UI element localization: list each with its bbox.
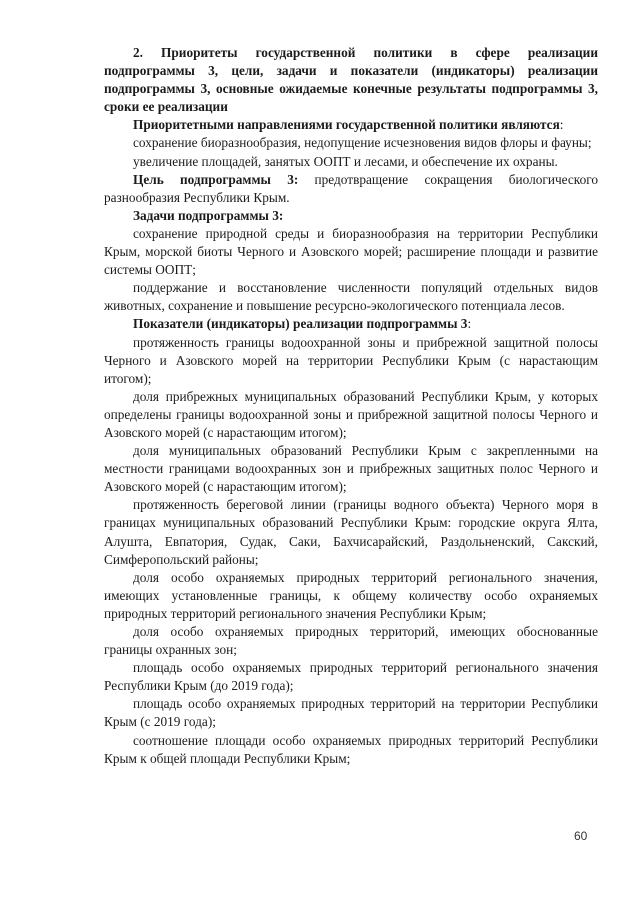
indicators-heading-paragraph xyxy=(104,315,598,333)
goal-paragraph xyxy=(104,171,598,207)
indicator-item: площадь особо охраняемых природных территорий на территории Республики Крым (с 2019 года); xyxy=(104,696,598,730)
task-item: сохранение природной среды и биоразнообразия на территории Республики Крым, морской биоты Черного и Азовского морей; расширение площади и развитие системы ООПТ; xyxy=(104,225,598,278)
priorities-colon: : xyxy=(559,117,564,133)
indicator-item: доля муниципальных образований Республики Крым с закрепленными на местности границами водоохранных зон и прибрежных защитных полос Черного и Азовского морей (с нарастающим итогом); xyxy=(104,443,598,495)
indicator-item: протяженность границы водоохранной зоны и прибрежной защитной полосы Черного и Азовского морей на территории Республики Крым (с нарастающим итогом); xyxy=(104,334,598,386)
document-page xyxy=(104,44,598,768)
indicator-item: протяженность береговой линии (границы водного объекта) Черного моря в границах муниципальных образований Республики Крым: городские округа Ялта, Алушта, Евпатория, Судак, Саки, Бахчисарайский, Раздольненский, Сакский, Симферопольский районы; xyxy=(104,497,598,567)
indicators-colon: : xyxy=(467,316,472,332)
tasks-heading: Задачи подпрограммы 3: xyxy=(133,207,284,223)
priorities-heading: Приоритетными направлениями государственной политики являются xyxy=(133,117,560,133)
goal-text: предотвращение сокращения биологического разнообразия Республики Крым. xyxy=(104,171,598,205)
indicator-item: площадь особо охраняемых природных территорий регионального значения Республики Крым (до 2019 года); xyxy=(104,660,598,694)
indicator-item: соотношение площади особо охраняемых природных территорий Республики Крым к общей площади Республики Крым; xyxy=(104,732,598,766)
indicators-heading: Показатели (индикаторы) реализации подпрограммы 3 xyxy=(133,316,468,332)
indicator-item: доля особо охраняемых природных территорий, имеющих обоснованные границы охранных зон; xyxy=(104,624,598,658)
indicator-item: доля прибрежных муниципальных образований Республики Крым, у которых определены границы водоохранной зоны и прибрежной защитной полосы Черного и Азовского морей (с нарастающим итогом); xyxy=(104,388,598,440)
page-number: 60 xyxy=(574,829,588,843)
section-title: 2. Приоритеты государственной политики в сфере реализации подпрограммы 3, цели, задачи и показатели (индикаторы) реализации подпрограммы 3, основные ожидаемые конечные результаты подпрограммы 3, сроки ее реализации xyxy=(104,45,598,115)
goal-label: Цель подпрограммы 3: xyxy=(133,171,299,187)
priority-item: увеличение площадей, занятых ООПТ и лесами, и обеспечение их охраны. xyxy=(133,153,558,169)
priorities-heading-paragraph xyxy=(104,116,598,134)
indicator-item: доля особо охраняемых природных территорий регионального значения, имеющих установленные границы, к общему количеству особо охраняемых природных территорий регионального значения Республики Крым; xyxy=(104,569,598,621)
priority-item: сохранение биоразнообразия, недопущение исчезновения видов флоры и фауны; xyxy=(133,135,592,151)
task-item: поддержание и восстановление численности популяций отдельных видов животных, сохранение и повышение ресурсно-экологического потенциала лесов. xyxy=(104,280,598,314)
